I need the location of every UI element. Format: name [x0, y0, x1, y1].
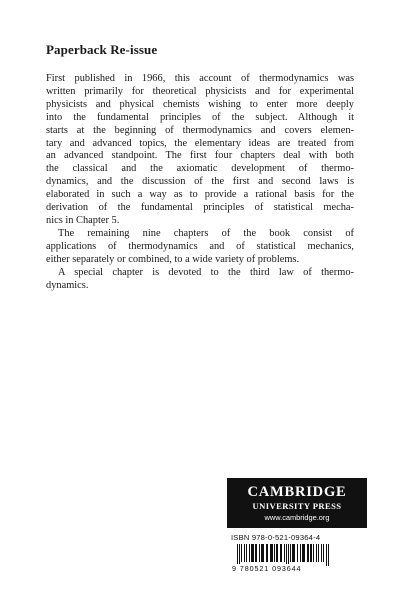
publisher-block — [227, 478, 367, 574]
barcode — [231, 544, 363, 572]
reissue-heading: Paperback Re-issue — [46, 42, 158, 57]
barcode-bar — [284, 544, 285, 562]
barcode-bar — [255, 544, 257, 562]
text-line: derivation of the fundamental principles of statistical mecha- — [46, 202, 354, 214]
barcode-bar — [249, 544, 250, 562]
barcode-bar — [326, 544, 327, 566]
text-line: physicists and physical chemists wishing to enter more deeply — [46, 98, 354, 110]
barcode-bar — [286, 544, 287, 566]
barcode-bars-icon — [231, 544, 363, 566]
publisher-name: CAMBRIDGE — [247, 484, 347, 500]
barcode-bar — [290, 544, 291, 562]
isbn-label: ISBN 978-0-521-09364-4 — [231, 533, 321, 542]
text-line: starts at the beginning of thermodynamics and covers elemen- — [46, 124, 354, 136]
paragraph-3 — [46, 267, 354, 293]
barcode-bar — [313, 544, 314, 562]
barcode-bar — [292, 544, 295, 562]
text-line: into the fundamental principles of the subject. Although it — [46, 111, 354, 123]
barcode-bar — [318, 544, 319, 562]
text-line: written primarily for theoretical physicists and for experimental — [46, 85, 354, 97]
text-line: elaborated in such a way as to provide a rational basis for the — [46, 189, 354, 201]
text-line: either separately or combined, to a wide variety of problems. — [46, 253, 300, 265]
paragraph-1 — [46, 73, 354, 228]
text-line: nics in Chapter 5. — [46, 214, 120, 226]
barcode-bar — [323, 544, 324, 562]
barcode-bar — [288, 544, 289, 566]
barcode-bar — [307, 544, 309, 562]
barcode-bar — [276, 544, 278, 562]
description-text — [46, 73, 354, 292]
barcode-bar — [302, 544, 305, 562]
barcode-number: 9 780521 093644 — [232, 564, 302, 573]
text-line: The remaining nine chapters of the book consist of — [58, 227, 354, 239]
barcode-bar — [261, 544, 264, 562]
barcode-bar — [280, 544, 282, 562]
text-line: dynamics, and the discussion of the first and second laws is — [46, 176, 354, 188]
barcode-bar — [270, 544, 273, 562]
barcode-bar — [239, 544, 240, 566]
paragraph-2 — [46, 228, 354, 267]
text-line: tary and advanced topics, the elementary ideas are treated from — [46, 137, 354, 149]
text-line: the classical and the axiomatic development of thermo- — [46, 163, 354, 175]
barcode-bar — [241, 544, 242, 562]
barcode-bar — [316, 544, 317, 562]
barcode-bar — [237, 544, 238, 566]
barcode-bar — [300, 544, 301, 562]
publisher-url: www.cambridge.org — [264, 513, 330, 522]
barcode-bar — [297, 544, 298, 562]
barcode-bar — [321, 544, 322, 562]
barcode-bar — [310, 544, 312, 562]
barcode-bar — [266, 544, 268, 562]
text-line: dynamics. — [46, 279, 89, 291]
barcode-bar — [274, 544, 275, 562]
publisher-logo — [227, 478, 367, 528]
publisher-subtitle: UNIVERSITY PRESS — [252, 501, 342, 511]
text-line: First published in 1966, this account of thermodynamics was — [46, 73, 354, 84]
barcode-bar — [328, 544, 329, 566]
barcode-bar — [251, 544, 254, 562]
barcode-bar — [259, 544, 260, 562]
barcode-bar — [246, 544, 247, 562]
text-line: A special chapter is devoted to the third law of thermo- — [58, 266, 354, 278]
text-line: applications of thermodynamics and of statistical mechanics, — [46, 240, 354, 252]
barcode-number-wrap — [231, 564, 363, 573]
text-line: an advanced standpoint. The first four chapters deal with both — [46, 150, 354, 162]
barcode-bar — [244, 544, 245, 562]
